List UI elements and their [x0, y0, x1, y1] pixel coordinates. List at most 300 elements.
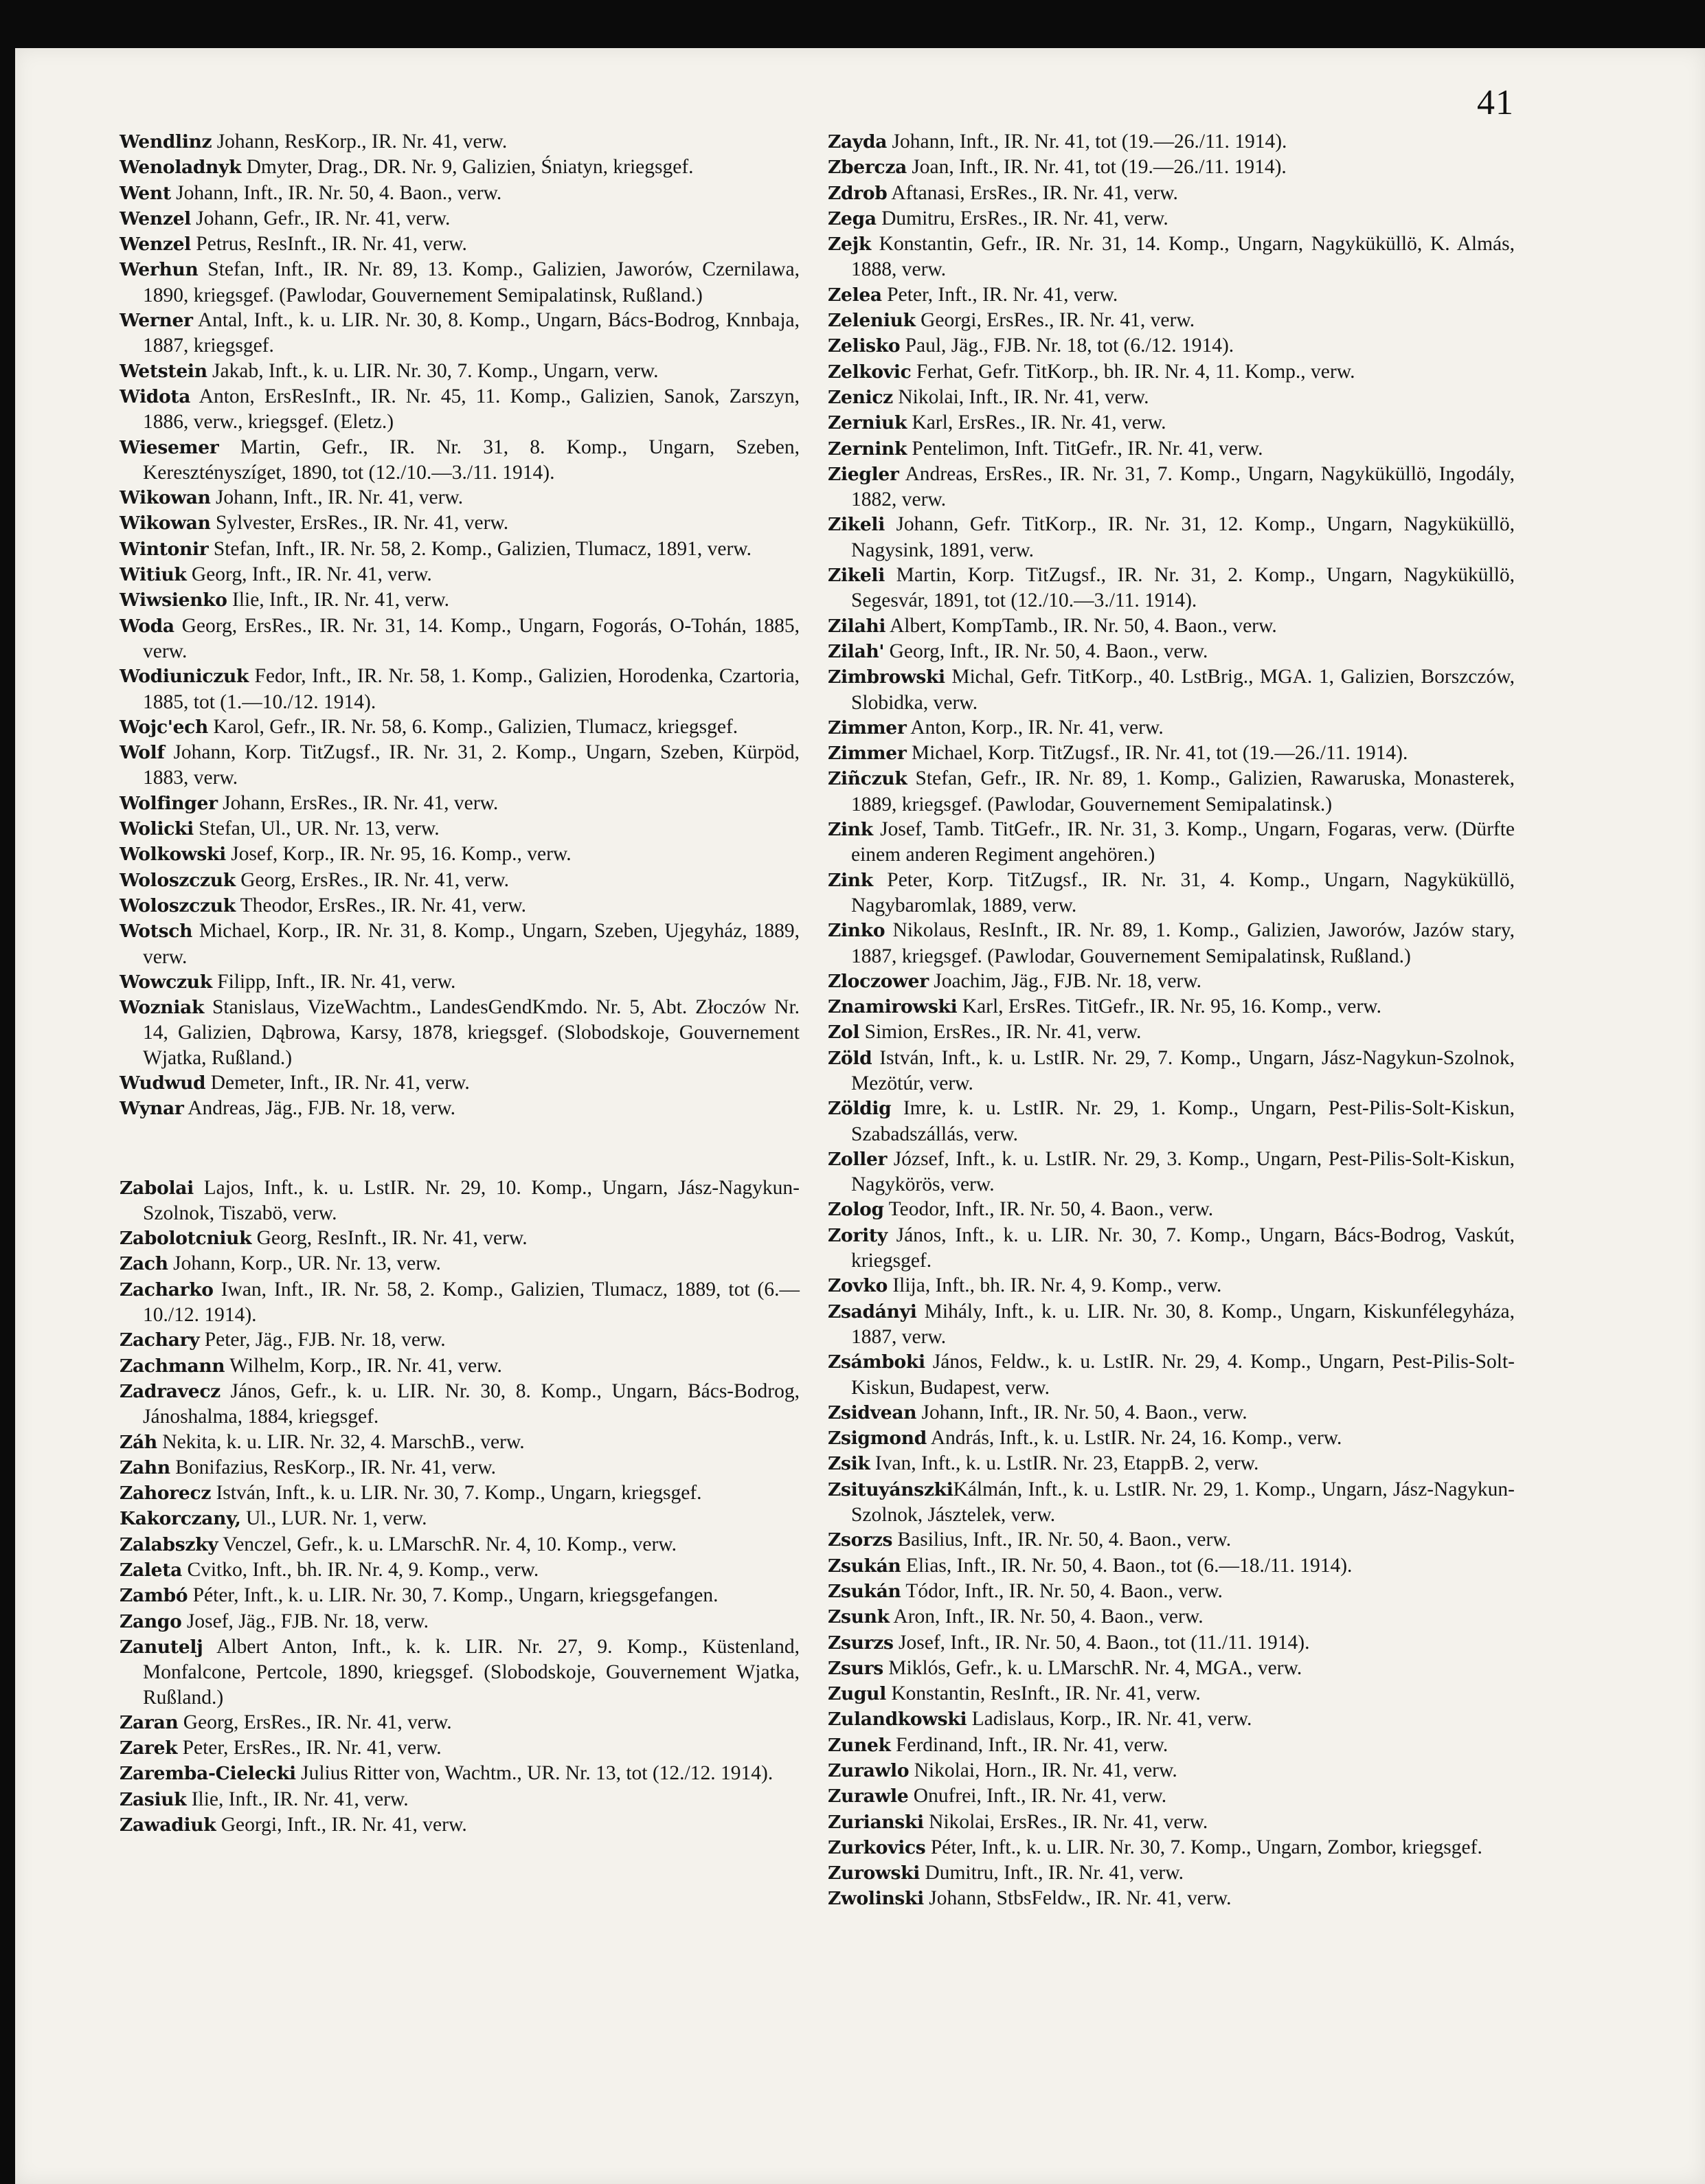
entry-surname: Wiesemer: [120, 436, 219, 458]
list-entry: [828, 1886, 1515, 1911]
list-entry: [120, 1812, 800, 1838]
entry-surname: Kakorczany,: [120, 1508, 241, 1530]
entry-surname: Zahorecz: [120, 1483, 212, 1505]
entry-details: Peter, Jäg., FJB. Nr. 18, verw.: [204, 1329, 446, 1351]
list-entry: [828, 1810, 1515, 1835]
entry-details: Josef, Tamb. TitGefr., IR. Nr. 31, 3. Komp., Ungarn, Fogaras, verw. (Dürfte einem anderen Regiment angehören.): [851, 818, 1515, 866]
page-number: 41: [1477, 83, 1514, 122]
entry-surname: Wolf: [120, 742, 165, 764]
entry-details: Josef, Inft., IR. Nr. 50, 4. Baon., tot (11./11. 1914).: [899, 1631, 1310, 1654]
entry-surname: Zarek: [120, 1737, 178, 1759]
entry-surname: Zurianski: [828, 1811, 924, 1833]
list-entry: [828, 1349, 1515, 1400]
entry-details: Peter, Korp. TitZugsf., IR. Nr. 31, 4. Komp., Ungarn, Nagyküküllö, Nagybaromlak, 1889, verw.: [851, 868, 1515, 916]
entry-details: Ul., LUR. Nr. 1, verw.: [246, 1507, 427, 1530]
entry-details: János, Feldw., k. u. LstIR. Nr. 29, 4. Komp., Ungarn, Pest-Pilis-Solt-Kiskun, Budapest, verw.: [851, 1351, 1515, 1399]
list-entry: [120, 1327, 800, 1353]
list-entry: [120, 181, 800, 206]
entry-details: Sylvester, ErsRes., IR. Nr. 41, verw.: [215, 512, 509, 534]
entry-details: Georg, ErsRes., IR. Nr. 41, verw.: [183, 1711, 452, 1733]
entry-details: Fedor, Inft., IR. Nr. 58, 1. Komp., Galizien, Horodenka, Czartoria, 1885, tot (1.—10./12. 1914).: [143, 665, 800, 713]
entry-surname: Wozniak: [120, 997, 205, 1019]
entry-surname: Zsidvean: [828, 1401, 917, 1423]
list-entry: [120, 537, 800, 562]
entry-surname: Wowczuk: [120, 971, 212, 993]
entry-details: Johann, Inft., IR. Nr. 50, 4. Baon., verw.: [921, 1401, 1247, 1423]
entry-surname: Zovko: [828, 1275, 888, 1297]
entry-details: Georgi, ErsRes., IR. Nr. 41, verw.: [921, 309, 1195, 332]
entry-surname: Zikeli: [828, 565, 885, 587]
list-entry: [828, 436, 1515, 462]
entry-surname: Zenicz: [828, 386, 893, 408]
entry-surname: Zabolotcniuk: [120, 1228, 252, 1250]
list-entry: [120, 384, 800, 435]
entry-details: Venczel, Gefr., k. u. LMarschR. Nr. 4, 10. Komp., verw.: [223, 1533, 677, 1555]
entry-surname: Zimbrowski: [828, 666, 945, 688]
entry-surname: Ziñczuk: [828, 768, 907, 790]
list-entry: [828, 1553, 1515, 1579]
section-gap: [120, 1122, 800, 1175]
list-entry: [828, 1046, 1515, 1096]
entry-surname: Wendlinz: [120, 131, 212, 153]
entry-details: Teodor, Inft., IR. Nr. 50, 4. Baon., verw.: [888, 1198, 1214, 1221]
entry-details: Miklós, Gefr., k. u. LMarschR. Nr. 4, MGA., verw.: [888, 1656, 1302, 1679]
entry-surname: Zurowski: [828, 1862, 921, 1884]
entry-surname: Zilah': [828, 640, 885, 662]
entry-details: Aron, Inft., IR. Nr. 50, 4. Baon., verw.: [893, 1606, 1204, 1628]
list-entry: [828, 1707, 1515, 1732]
entry-details: Ilie, Inft., IR. Nr. 41, verw.: [191, 1788, 409, 1810]
list-entry: [828, 715, 1515, 741]
entry-surname: Wenoladnyk: [120, 157, 242, 179]
entry-details: Anton, Korp., IR. Nr. 41, verw.: [910, 716, 1164, 739]
list-entry: [120, 1096, 800, 1121]
entry-surname: Zernink: [828, 438, 907, 460]
entry-details: Johann, Inft., IR. Nr. 50, 4. Baon., verw.: [176, 181, 502, 204]
list-entry: [828, 462, 1515, 513]
entry-details: Stefan, Ul., UR. Nr. 13, verw.: [199, 818, 440, 840]
entry-surname: Zachary: [120, 1329, 200, 1351]
list-entry: [120, 740, 800, 791]
list-entry: [828, 1783, 1515, 1809]
entry-surname: Werner: [120, 310, 193, 332]
entry-surname: Ziegler: [828, 463, 899, 485]
entry-surname: Wolicki: [120, 818, 194, 840]
entry-surname: Zsámboki: [828, 1351, 925, 1373]
list-entry: [120, 1379, 800, 1430]
entry-details: Stanislaus, VizeWachtm., LandesGendKmdo. Nr. 5, Abt. Złoczów Nr. 14, Galizien, Dąbrowa, Karsy, 1878, kriegsgef. (Slobodskoje, Gouvernement Wjatka, Rußland.): [143, 996, 800, 1069]
entry-details: Julius Ritter von, Wachtm., UR. Nr. 13, tot (12./12. 1914).: [301, 1762, 774, 1785]
entry-surname: Woloszczuk: [120, 894, 236, 916]
list-entry: [828, 206, 1515, 232]
list-entry: [120, 1557, 800, 1583]
entry-details: Peter, Inft., IR. Nr. 41, verw.: [887, 283, 1118, 306]
entry-details: János, Gefr., k. u. LIR. Nr. 30, 8. Komp., Ungarn, Bács-Bodrog, Jánoshalma, 1884, kriegsgef.: [143, 1380, 800, 1428]
entry-surname: Wenzel: [120, 234, 191, 256]
list-entry: [120, 206, 800, 232]
list-entry: [120, 510, 800, 536]
list-entry: [120, 129, 800, 155]
entry-details: András, Inft., k. u. LstIR. Nr. 24, 16. Komp., verw.: [930, 1427, 1342, 1450]
entry-details: Joan, Inft., IR. Nr. 41, tot (19.—26./11. 1914).: [912, 156, 1287, 179]
list-entry: [120, 257, 800, 308]
list-entry: [828, 1299, 1515, 1350]
list-entry: [828, 1758, 1515, 1783]
list-entry: [828, 1020, 1515, 1045]
list-entry: [828, 613, 1515, 639]
list-entry: [120, 613, 800, 664]
entry-surname: Zadravecz: [120, 1380, 221, 1402]
entry-surname: Zsunk: [828, 1606, 890, 1628]
entry-details: Simion, ErsRes., IR. Nr. 41, verw.: [864, 1021, 1142, 1044]
entry-surname: Zsurs: [828, 1657, 883, 1679]
entry-details: Ivan, Inft., k. u. LstIR. Nr. 23, EtappB. 2, verw.: [874, 1452, 1259, 1475]
entry-details: Joachim, Jäg., FJB. Nr. 18, verw.: [934, 969, 1202, 992]
entry-details: Ferdinand, Inft., IR. Nr. 41, verw.: [895, 1733, 1168, 1756]
list-entry: [828, 1096, 1515, 1147]
list-entry: [120, 1070, 800, 1096]
list-entry: [120, 664, 800, 714]
entry-details: Johann, Inft., IR. Nr. 41, tot (19.—26./11. 1914).: [892, 131, 1287, 153]
list-entry: [828, 1400, 1515, 1426]
list-entry: [120, 1455, 800, 1481]
list-entry: [828, 1273, 1515, 1298]
entry-surname: Zango: [120, 1610, 182, 1632]
entry-details: Johann, ResKorp., IR. Nr. 41, verw.: [216, 131, 508, 153]
entry-details: Dumitru, ErsRes., IR. Nr. 41, verw.: [881, 207, 1168, 229]
list-entry: [120, 1761, 800, 1786]
list-entry: [828, 741, 1515, 766]
list-entry: [120, 232, 800, 257]
entry-details: Péter, Inft., k. u. LIR. Nr. 30, 7. Komp., Ungarn, kriegsgefangen.: [192, 1584, 719, 1607]
entry-details: Karl, ErsRes. TitGefr., IR. Nr. 95, 16. Komp., verw.: [962, 995, 1381, 1018]
list-entry: [828, 868, 1515, 919]
list-entry: [828, 994, 1515, 1020]
entry-surname: Zink: [828, 869, 873, 891]
entry-details: Karl, ErsRes., IR. Nr. 41, verw.: [912, 412, 1166, 434]
list-entry: [120, 485, 800, 510]
entry-surname: Wolkowski: [120, 844, 226, 866]
entry-surname: Wetstein: [120, 360, 207, 382]
entry-details: Johann, Korp., UR. Nr. 13, verw.: [173, 1252, 441, 1275]
entry-details: Petrus, ResInft., IR. Nr. 41, verw.: [196, 233, 467, 256]
list-entry: [828, 1681, 1515, 1707]
entry-details: Ladislaus, Korp., IR. Nr. 41, verw.: [971, 1708, 1252, 1731]
list-entry: [120, 714, 800, 740]
entry-details: Martin, Gefr., IR. Nr. 31, 8. Komp., Ungarn, Szeben, Keresztényszíget, 1890, tot (12./10.—3./11. 1914).: [143, 436, 800, 484]
list-entry: [828, 282, 1515, 308]
entry-surname: Zambó: [120, 1585, 188, 1607]
entry-details: Nikolai, ErsRes., IR. Nr. 41, verw.: [929, 1810, 1208, 1833]
list-entry: [828, 129, 1515, 155]
entry-details: Karol, Gefr., IR. Nr. 58, 6. Komp., Galizien, Tlumacz, kriegsgef.: [213, 715, 738, 738]
list-entry: [120, 435, 800, 486]
entry-details: Nikolaus, ResInft., IR. Nr. 89, 1. Komp., Galizien, Jaworów, Jazów stary, 1887, kriegsgef. (Pawlodar, Gouvernement Semipalatinsk, Rußland.): [851, 919, 1515, 967]
entry-details: Johann, ErsRes., IR. Nr. 41, verw.: [223, 791, 499, 814]
list-entry: [120, 842, 800, 867]
entry-details: Georg, Inft., IR. Nr. 41, verw.: [191, 563, 432, 586]
list-entry: [120, 791, 800, 816]
entry-surname: Zabolai: [120, 1177, 194, 1199]
entry-details: Nikolai, Horn., IR. Nr. 41, verw.: [914, 1759, 1177, 1781]
entry-surname: Zöldig: [828, 1098, 892, 1120]
list-entry: [828, 664, 1515, 715]
list-entry: [828, 1579, 1515, 1604]
entry-surname: Zbercza: [828, 157, 907, 179]
entry-surname: Zsigmond: [828, 1428, 927, 1450]
entry-surname: Zikeli: [828, 514, 885, 536]
entry-surname: Zsukán: [828, 1580, 901, 1602]
entry-details: Georg, ErsRes., IR. Nr. 31, 14. Komp., Ungarn, Fogorás, O-Tohán, 1885, verw.: [143, 614, 800, 662]
entry-surname: Znamirowski: [828, 996, 958, 1018]
entry-details: Georg, Inft., IR. Nr. 50, 4. Baon., verw.: [889, 640, 1208, 662]
list-entry: [828, 1451, 1515, 1476]
entry-details: Lajos, Inft., k. u. LstIR. Nr. 29, 10. Komp., Ungarn, Jász-Nagykun-Szolnok, Tiszabö, verw.: [143, 1176, 800, 1224]
book-page: [15, 48, 1705, 2184]
entry-surname: Wudwud: [120, 1072, 206, 1094]
list-entry: [120, 155, 800, 180]
entry-details: Ferhat, Gefr. TitKorp., bh. IR. Nr. 4, 11. Komp., verw.: [916, 360, 1355, 383]
entry-details: Ilie, Inft., IR. Nr. 41, verw.: [232, 589, 449, 611]
entries-z: [120, 1175, 800, 1838]
entry-surname: Zimmer: [828, 743, 907, 765]
entry-details: Anton, ErsResInft., IR. Nr. 45, 11. Komp., Galizien, Sanok, Zarszyn, 1886, verw., kriegsgef. (Eletz.): [143, 385, 800, 434]
list-entry: [120, 1251, 800, 1276]
list-entry: [828, 918, 1515, 969]
entry-surname: Wikowan: [120, 513, 211, 534]
entry-surname: Zachmann: [120, 1355, 225, 1377]
list-entry: [120, 969, 800, 995]
entry-details: Iwan, Inft., IR. Nr. 58, 2. Komp., Galizien, Tlumacz, 1889, tot (6.—10./12. 1914).: [143, 1278, 800, 1327]
entry-surname: Zurawle: [828, 1786, 909, 1808]
entry-details: Nekita, k. u. LIR. Nr. 32, 4. MarschB., verw.: [162, 1430, 525, 1453]
list-entry: [828, 155, 1515, 180]
entry-surname: Witiuk: [120, 564, 187, 586]
list-entry: [120, 995, 800, 1070]
entry-details: Bonifazius, ResKorp., IR. Nr. 41, verw.: [175, 1456, 496, 1478]
entry-surname: Wojc'ech: [120, 716, 208, 738]
entry-surname: Zimmer: [828, 717, 907, 739]
entry-details: Stefan, Gefr., IR. Nr. 89, 1. Komp., Galizien, Rawaruska, Monasterek, 1889, kriegsgef. (Pawlodar, Gouvernement Semipalatinsk.): [851, 767, 1515, 815]
list-entry: [828, 512, 1515, 563]
entry-surname: Zayda: [828, 131, 888, 153]
list-entry: [120, 1609, 800, 1634]
entry-surname: Zsituyánszki: [828, 1478, 953, 1500]
entry-details: Konstantin, Gefr., IR. Nr. 31, 14. Komp., Ungarn, Nagyküküllö, K. Almás, 1888, verw.: [851, 233, 1515, 281]
entry-details: Josef, Korp., IR. Nr. 95, 16. Komp., verw.: [231, 843, 572, 866]
entry-surname: Woloszczuk: [120, 869, 236, 891]
list-entry: [120, 1175, 800, 1226]
entry-details: Paul, Jäg., FJB. Nr. 18, tot (6./12. 1914).: [905, 335, 1234, 357]
entry-details: Jakab, Inft., k. u. LIR. Nr. 30, 7. Komp., Ungarn, verw.: [212, 359, 659, 382]
entry-surname: Zsurzs: [828, 1632, 894, 1654]
list-entry: [120, 562, 800, 587]
entry-details: Johann, StbsFeldw., IR. Nr. 41, verw.: [929, 1887, 1232, 1910]
entry-details: Dumitru, Inft., IR. Nr. 41, verw.: [925, 1862, 1184, 1884]
entry-details: Cvitko, Inft., bh. IR. Nr. 4, 9. Komp., verw.: [187, 1559, 539, 1581]
entry-details: Johann, Korp. TitZugsf., IR. Nr. 31, 2. Komp., Ungarn, Szeben, Kürpöd, 1883, verw.: [143, 741, 800, 789]
entry-surname: Zwolinski: [828, 1888, 924, 1910]
entry-details: Tódor, Inft., IR. Nr. 50, 4. Baon., verw.: [905, 1579, 1223, 1602]
list-entry: [120, 1277, 800, 1328]
entry-surname: Wikowan: [120, 487, 211, 509]
entry-details: Martin, Korp. TitZugsf., IR. Nr. 31, 2. Komp., Ungarn, Nagyküküllö, Segesvár, 1891, tot (12./10.—3./11. 1914).: [851, 564, 1515, 612]
entry-surname: Zsik: [828, 1453, 870, 1475]
list-entry: [828, 1835, 1515, 1860]
list-entry: [828, 766, 1515, 817]
entry-surname: Zaran: [120, 1711, 179, 1733]
entry-surname: Zolog: [828, 1199, 884, 1221]
entry-details: Filipp, Inft., IR. Nr. 41, verw.: [217, 970, 456, 993]
entry-details: Georgi, Inft., IR. Nr. 41, verw.: [221, 1814, 467, 1836]
entry-surname: Zanutelj: [120, 1636, 203, 1658]
list-entry: [828, 1147, 1515, 1197]
entry-details: Onufrei, Inft., IR. Nr. 41, verw.: [913, 1785, 1167, 1808]
entry-surname: Záh: [120, 1431, 157, 1453]
entry-surname: Widota: [120, 385, 191, 407]
entry-surname: Zahn: [120, 1456, 170, 1478]
entry-details: János, Inft., k. u. LIR. Nr. 30, 7. Komp., Ungarn, Bács-Bodrog, Vaskút, kriegsgef.: [851, 1224, 1515, 1272]
entry-surname: Zerniuk: [828, 412, 907, 434]
entry-details: Albert Anton, Inft., k. k. LIR. Nr. 27, 9. Komp., Küstenland, Monfalcone, Pertcole, 1890, kriegsgef. (Slobodskoje, Gouvernement Wjatka, Rußland.): [143, 1635, 800, 1709]
list-entry: [828, 181, 1515, 206]
list-entry: [120, 1583, 800, 1608]
entry-details: Ilija, Inft., bh. IR. Nr. 4, 9. Komp., verw.: [892, 1274, 1222, 1297]
entry-details: Georg, ResInft., IR. Nr. 41, verw.: [256, 1227, 528, 1250]
entry-surname: Wotsch: [120, 921, 193, 943]
entry-surname: Zol: [828, 1022, 860, 1044]
entry-surname: Went: [120, 182, 171, 204]
list-entry: [828, 1604, 1515, 1630]
list-entry: [120, 1506, 800, 1531]
entry-surname: Zink: [828, 819, 873, 841]
entry-details: Péter, Inft., k. u. LIR. Nr. 30, 7. Komp., Ungarn, Zombor, kriegsgef.: [930, 1836, 1482, 1858]
list-entry: [120, 1353, 800, 1379]
entry-details: Elias, Inft., IR. Nr. 50, 4. Baon., tot (6.—18./11. 1914).: [905, 1554, 1353, 1577]
list-entry: [828, 232, 1515, 282]
list-entry: [120, 1634, 800, 1710]
list-entry: [120, 1787, 800, 1812]
entry-surname: Zega: [828, 207, 877, 229]
right-column: [828, 129, 1515, 1912]
entry-details: Pentelimon, Inft. TitGefr., IR. Nr. 41, verw.: [912, 437, 1263, 460]
list-entry: [828, 1733, 1515, 1758]
entry-surname: Zloczower: [828, 970, 929, 992]
entry-surname: Zority: [828, 1224, 888, 1246]
entry-details: Andreas, ErsRes., IR. Nr. 31, 7. Komp., Ungarn, Nagyküküllö, Ingodály, 1882, verw.: [851, 462, 1515, 511]
entry-details: Mihály, Inft., k. u. LIR. Nr. 30, 8. Komp., Ungarn, Kiskunfélegyháza, 1887, verw.: [851, 1300, 1515, 1348]
list-entry: [828, 359, 1515, 385]
entry-surname: Zsadányi: [828, 1301, 917, 1322]
entry-surname: Wiwsienko: [120, 589, 227, 611]
list-entry: [828, 969, 1515, 994]
list-entry: [828, 1426, 1515, 1451]
entry-surname: Wenzel: [120, 207, 191, 229]
list-entry: [828, 1656, 1515, 1681]
entry-details: Peter, ErsRes., IR. Nr. 41, verw.: [182, 1737, 442, 1759]
list-entry: [120, 1226, 800, 1251]
list-entry: [828, 308, 1515, 333]
list-entry: [828, 385, 1515, 410]
left-column: [120, 129, 800, 1838]
list-entry: [828, 817, 1515, 868]
entry-details: Konstantin, ResInft., IR. Nr. 41, verw.: [891, 1682, 1201, 1705]
entry-surname: Zelea: [828, 284, 882, 306]
list-entry: [828, 1860, 1515, 1886]
entry-details: István, Inft., k. u. LIR. Nr. 30, 7. Komp., Ungarn, kriegsgef.: [216, 1482, 702, 1505]
entry-surname: Woda: [120, 615, 174, 637]
entry-surname: Zalabszky: [120, 1533, 218, 1555]
entry-surname: Werhun: [120, 259, 199, 281]
list-entry: [828, 1477, 1515, 1528]
entry-details: Aftanasi, ErsRes., IR. Nr. 41, verw.: [891, 181, 1178, 204]
entry-details: István, Inft., k. u. LstIR. Nr. 29, 7. Komp., Ungarn, Jász-Nagykun-Szolnok, Mezötúr, verw.: [851, 1046, 1515, 1094]
list-entry: [828, 1197, 1515, 1222]
entry-details: Antal, Inft., k. u. LIR. Nr. 30, 8. Komp., Ungarn, Bács-Bodrog, Knnbaja, 1887, kriegsgef.: [143, 309, 800, 357]
list-entry: [120, 308, 800, 359]
entry-surname: Zaremba-Cielecki: [120, 1763, 296, 1785]
list-entry: [120, 359, 800, 384]
entry-surname: Zelkovic: [828, 361, 912, 383]
entry-details: Wilhelm, Korp., IR. Nr. 41, verw.: [229, 1354, 502, 1377]
entry-surname: Zsorzs: [828, 1529, 893, 1551]
entry-details: Stefan, Inft., IR. Nr. 89, 13. Komp., Galizien, Jaworów, Czernilawa, 1890, kriegsgef. (Pawlodar, Gouvernement Semipalatinsk, Rußland.): [143, 258, 800, 306]
list-entry: [828, 639, 1515, 664]
list-entry: [120, 893, 800, 919]
list-entry: [828, 1630, 1515, 1656]
entry-surname: Zacharko: [120, 1279, 214, 1301]
entry-details: Johann, Gefr. TitKorp., IR. Nr. 31, 12. Komp., Ungarn, Nagyküküllö, Nagysink, 1891, verw.: [851, 513, 1515, 561]
entry-details: Stefan, Inft., IR. Nr. 58, 2. Komp., Galizien, Tlumacz, 1891, verw.: [213, 537, 752, 560]
entry-details: Michael, Korp. TitZugsf., IR. Nr. 41, tot (19.—26./11. 1914).: [911, 742, 1408, 765]
entry-surname: Zdrob: [828, 182, 888, 204]
list-entry: [120, 1481, 800, 1506]
entry-details: Johann, Gefr., IR. Nr. 41, verw.: [196, 207, 451, 229]
entry-details: Theodor, ErsRes., IR. Nr. 41, verw.: [240, 894, 527, 916]
entry-details: Johann, Inft., IR. Nr. 41, verw.: [215, 486, 464, 509]
entry-details: Michael, Korp., IR. Nr. 31, 8. Komp., Ungarn, Szeben, Ujegyház, 1889, verw.: [143, 920, 800, 968]
entry-surname: Zawadiuk: [120, 1814, 216, 1836]
list-entry: [828, 563, 1515, 613]
entry-surname: Zilahi: [828, 615, 886, 637]
entry-surname: Zeleniuk: [828, 310, 916, 332]
entry-surname: Wynar: [120, 1098, 184, 1120]
entry-surname: Wolfinger: [120, 792, 218, 814]
entry-details: Dmyter, Drag., DR. Nr. 9, Galizien, Śniatyn, kriegsgef.: [246, 156, 694, 179]
list-entry: [120, 816, 800, 842]
entry-details: Andreas, Jäg., FJB. Nr. 18, verw.: [188, 1097, 455, 1120]
list-entry: [120, 868, 800, 893]
entry-details: Michal, Gefr. TitKorp., 40. LstBrig., MGA. 1, Galizien, Borszczów, Slobidka, verw.: [851, 666, 1515, 714]
entry-surname: Zasiuk: [120, 1788, 187, 1810]
entry-details: Imre, k. u. LstIR. Nr. 29, 1. Komp., Ungarn, Pest-Pilis-Solt-Kiskun, Szabadszállás, verw.: [851, 1097, 1515, 1145]
entry-surname: Zsukán: [828, 1555, 901, 1577]
entry-surname: Zelisko: [828, 335, 901, 357]
entry-surname: Zaleta: [120, 1560, 183, 1581]
entry-details: Albert, KompTamb., IR. Nr. 50, 4. Baon., verw.: [889, 614, 1277, 637]
entry-surname: Wintonir: [120, 538, 209, 560]
list-entry: [120, 1532, 800, 1557]
entry-details: Georg, ErsRes., IR. Nr. 41, verw.: [240, 868, 510, 891]
entry-surname: Zach: [120, 1253, 168, 1275]
entry-details: József, Inft., k. u. LstIR. Nr. 29, 3. Komp., Ungarn, Pest-Pilis-Solt-Kiskun, Nagykörös, verw.: [851, 1147, 1515, 1196]
entry-surname: Zunek: [828, 1734, 891, 1756]
entry-surname: Zurawlo: [828, 1760, 910, 1781]
list-entry: [120, 919, 800, 969]
list-entry: [828, 1527, 1515, 1553]
list-entry: [120, 587, 800, 613]
entry-details: Nikolai, Inft., IR. Nr. 41, verw.: [898, 385, 1149, 408]
